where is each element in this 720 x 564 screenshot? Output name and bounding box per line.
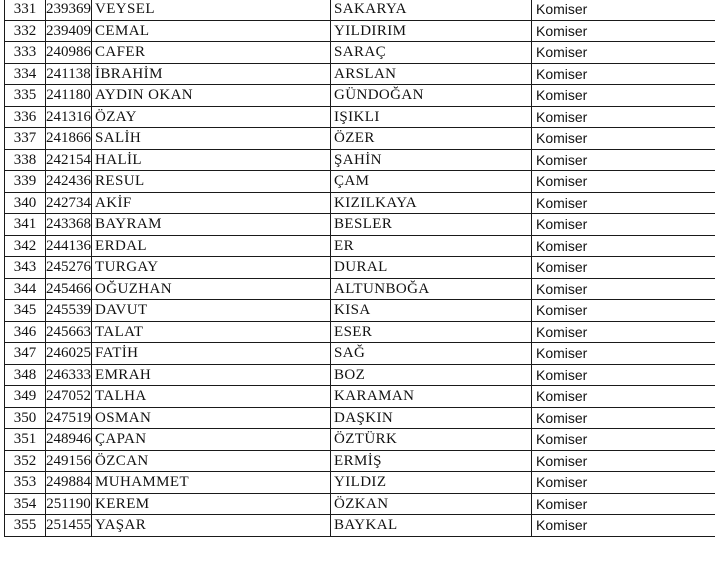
registry-number-cell: 247052 bbox=[46, 386, 92, 408]
rank-cell: Komiser bbox=[532, 343, 716, 365]
first-name-cell: CEMAL bbox=[92, 20, 331, 42]
table-row bbox=[5, 257, 716, 279]
row-number-cell: 350 bbox=[5, 407, 46, 429]
first-name-cell: YAŞAR bbox=[92, 515, 331, 537]
personnel-table bbox=[4, 0, 715, 537]
rank-cell: Komiser bbox=[532, 493, 716, 515]
table-row bbox=[5, 85, 716, 107]
surname-cell: YILDIZ bbox=[331, 472, 532, 494]
row-number-cell: 334 bbox=[5, 63, 46, 85]
first-name-cell: CAFER bbox=[92, 42, 331, 64]
surname-cell: ER bbox=[331, 235, 532, 257]
registry-number-cell: 245663 bbox=[46, 321, 92, 343]
row-number-cell: 353 bbox=[5, 472, 46, 494]
first-name-cell: İBRAHİM bbox=[92, 63, 331, 85]
personnel-table-body bbox=[5, 0, 716, 536]
surname-cell: KARAMAN bbox=[331, 386, 532, 408]
registry-number-cell: 239409 bbox=[46, 20, 92, 42]
surname-cell: GÜNDOĞAN bbox=[331, 85, 532, 107]
row-number-cell: 352 bbox=[5, 450, 46, 472]
row-number-cell: 343 bbox=[5, 257, 46, 279]
first-name-cell: TALAT bbox=[92, 321, 331, 343]
rank-cell: Komiser bbox=[532, 20, 716, 42]
registry-number-cell: 249884 bbox=[46, 472, 92, 494]
row-number-cell: 342 bbox=[5, 235, 46, 257]
table-row bbox=[5, 42, 716, 64]
rank-cell: Komiser bbox=[532, 429, 716, 451]
surname-cell: YILDIRIM bbox=[331, 20, 532, 42]
registry-number-cell: 241866 bbox=[46, 128, 92, 150]
first-name-cell: AKİF bbox=[92, 192, 331, 214]
registry-number-cell: 241138 bbox=[46, 63, 92, 85]
table-row bbox=[5, 364, 716, 386]
rank-cell: Komiser bbox=[532, 0, 716, 20]
surname-cell: KISA bbox=[331, 300, 532, 322]
registry-number-cell: 241316 bbox=[46, 106, 92, 128]
surname-cell: ŞAHİN bbox=[331, 149, 532, 171]
first-name-cell: RESUL bbox=[92, 171, 331, 193]
row-number-cell: 355 bbox=[5, 515, 46, 537]
table-row bbox=[5, 386, 716, 408]
row-number-cell: 354 bbox=[5, 493, 46, 515]
first-name-cell: EMRAH bbox=[92, 364, 331, 386]
rank-cell: Komiser bbox=[532, 85, 716, 107]
surname-cell: IŞIKLI bbox=[331, 106, 532, 128]
surname-cell: SARAÇ bbox=[331, 42, 532, 64]
rank-cell: Komiser bbox=[532, 386, 716, 408]
registry-number-cell: 246333 bbox=[46, 364, 92, 386]
row-number-cell: 348 bbox=[5, 364, 46, 386]
table-row bbox=[5, 171, 716, 193]
row-number-cell: 340 bbox=[5, 192, 46, 214]
rank-cell: Komiser bbox=[532, 364, 716, 386]
table-row bbox=[5, 235, 716, 257]
table-row bbox=[5, 0, 716, 20]
table-row bbox=[5, 429, 716, 451]
first-name-cell: FATİH bbox=[92, 343, 331, 365]
surname-cell: BOZ bbox=[331, 364, 532, 386]
first-name-cell: OĞUZHAN bbox=[92, 278, 331, 300]
rank-cell: Komiser bbox=[532, 278, 716, 300]
table-row bbox=[5, 343, 716, 365]
surname-cell: ALTUNBOĞA bbox=[331, 278, 532, 300]
registry-number-cell: 246025 bbox=[46, 343, 92, 365]
registry-number-cell: 251190 bbox=[46, 493, 92, 515]
surname-cell: BESLER bbox=[331, 214, 532, 236]
row-number-cell: 351 bbox=[5, 429, 46, 451]
registry-number-cell: 249156 bbox=[46, 450, 92, 472]
first-name-cell: ÖZCAN bbox=[92, 450, 331, 472]
first-name-cell: KEREM bbox=[92, 493, 331, 515]
table-row bbox=[5, 472, 716, 494]
registry-number-cell: 245539 bbox=[46, 300, 92, 322]
surname-cell: ÇAM bbox=[331, 171, 532, 193]
first-name-cell: OSMAN bbox=[92, 407, 331, 429]
row-number-cell: 336 bbox=[5, 106, 46, 128]
table-row bbox=[5, 493, 716, 515]
registry-number-cell: 240986 bbox=[46, 42, 92, 64]
surname-cell: ERMİŞ bbox=[331, 450, 532, 472]
row-number-cell: 331 bbox=[5, 0, 46, 20]
surname-cell: ÖZER bbox=[331, 128, 532, 150]
table-row bbox=[5, 192, 716, 214]
row-number-cell: 345 bbox=[5, 300, 46, 322]
row-number-cell: 349 bbox=[5, 386, 46, 408]
row-number-cell: 339 bbox=[5, 171, 46, 193]
table-row bbox=[5, 407, 716, 429]
surname-cell: DURAL bbox=[331, 257, 532, 279]
registry-number-cell: 245466 bbox=[46, 278, 92, 300]
table-row bbox=[5, 63, 716, 85]
surname-cell: ÖZKAN bbox=[331, 493, 532, 515]
row-number-cell: 337 bbox=[5, 128, 46, 150]
table-row bbox=[5, 149, 716, 171]
row-number-cell: 335 bbox=[5, 85, 46, 107]
registry-number-cell: 239369 bbox=[46, 0, 92, 20]
table-row bbox=[5, 321, 716, 343]
first-name-cell: AYDIN OKAN bbox=[92, 85, 331, 107]
rank-cell: Komiser bbox=[532, 300, 716, 322]
surname-cell: DAŞKIN bbox=[331, 407, 532, 429]
surname-cell: ARSLAN bbox=[331, 63, 532, 85]
table-row bbox=[5, 106, 716, 128]
registry-number-cell: 245276 bbox=[46, 257, 92, 279]
rank-cell: Komiser bbox=[532, 42, 716, 64]
rank-cell: Komiser bbox=[532, 235, 716, 257]
registry-number-cell: 242436 bbox=[46, 171, 92, 193]
rank-cell: Komiser bbox=[532, 450, 716, 472]
row-number-cell: 333 bbox=[5, 42, 46, 64]
rank-cell: Komiser bbox=[532, 407, 716, 429]
registry-number-cell: 248946 bbox=[46, 429, 92, 451]
table-row bbox=[5, 278, 716, 300]
row-number-cell: 338 bbox=[5, 149, 46, 171]
registry-number-cell: 244136 bbox=[46, 235, 92, 257]
row-number-cell: 341 bbox=[5, 214, 46, 236]
surname-cell: SAKARYA bbox=[331, 0, 532, 20]
first-name-cell: TURGAY bbox=[92, 257, 331, 279]
registry-number-cell: 251455 bbox=[46, 515, 92, 537]
first-name-cell: TALHA bbox=[92, 386, 331, 408]
rank-cell: Komiser bbox=[532, 63, 716, 85]
rank-cell: Komiser bbox=[532, 472, 716, 494]
surname-cell: SAĞ bbox=[331, 343, 532, 365]
table-row bbox=[5, 300, 716, 322]
first-name-cell: VEYSEL bbox=[92, 0, 331, 20]
row-number-cell: 346 bbox=[5, 321, 46, 343]
registry-number-cell: 243368 bbox=[46, 214, 92, 236]
rank-cell: Komiser bbox=[532, 192, 716, 214]
registry-number-cell: 247519 bbox=[46, 407, 92, 429]
rank-cell: Komiser bbox=[532, 171, 716, 193]
first-name-cell: ERDAL bbox=[92, 235, 331, 257]
rank-cell: Komiser bbox=[532, 106, 716, 128]
table-row bbox=[5, 450, 716, 472]
table-row bbox=[5, 515, 716, 537]
registry-number-cell: 242154 bbox=[46, 149, 92, 171]
table-row bbox=[5, 128, 716, 150]
surname-cell: ÖZTÜRK bbox=[331, 429, 532, 451]
first-name-cell: DAVUT bbox=[92, 300, 331, 322]
rank-cell: Komiser bbox=[532, 515, 716, 537]
first-name-cell: HALİL bbox=[92, 149, 331, 171]
first-name-cell: ÖZAY bbox=[92, 106, 331, 128]
first-name-cell: ÇAPAN bbox=[92, 429, 331, 451]
table-row bbox=[5, 214, 716, 236]
registry-number-cell: 242734 bbox=[46, 192, 92, 214]
row-number-cell: 344 bbox=[5, 278, 46, 300]
rank-cell: Komiser bbox=[532, 214, 716, 236]
surname-cell: KIZILKAYA bbox=[331, 192, 532, 214]
rank-cell: Komiser bbox=[532, 257, 716, 279]
registry-number-cell: 241180 bbox=[46, 85, 92, 107]
row-number-cell: 332 bbox=[5, 20, 46, 42]
rank-cell: Komiser bbox=[532, 321, 716, 343]
rank-cell: Komiser bbox=[532, 128, 716, 150]
surname-cell: ESER bbox=[331, 321, 532, 343]
rank-cell: Komiser bbox=[532, 149, 716, 171]
document-page bbox=[4, 0, 715, 564]
row-number-cell: 347 bbox=[5, 343, 46, 365]
surname-cell: BAYKAL bbox=[331, 515, 532, 537]
table-row bbox=[5, 20, 716, 42]
first-name-cell: BAYRAM bbox=[92, 214, 331, 236]
first-name-cell: MUHAMMET bbox=[92, 472, 331, 494]
first-name-cell: SALİH bbox=[92, 128, 331, 150]
